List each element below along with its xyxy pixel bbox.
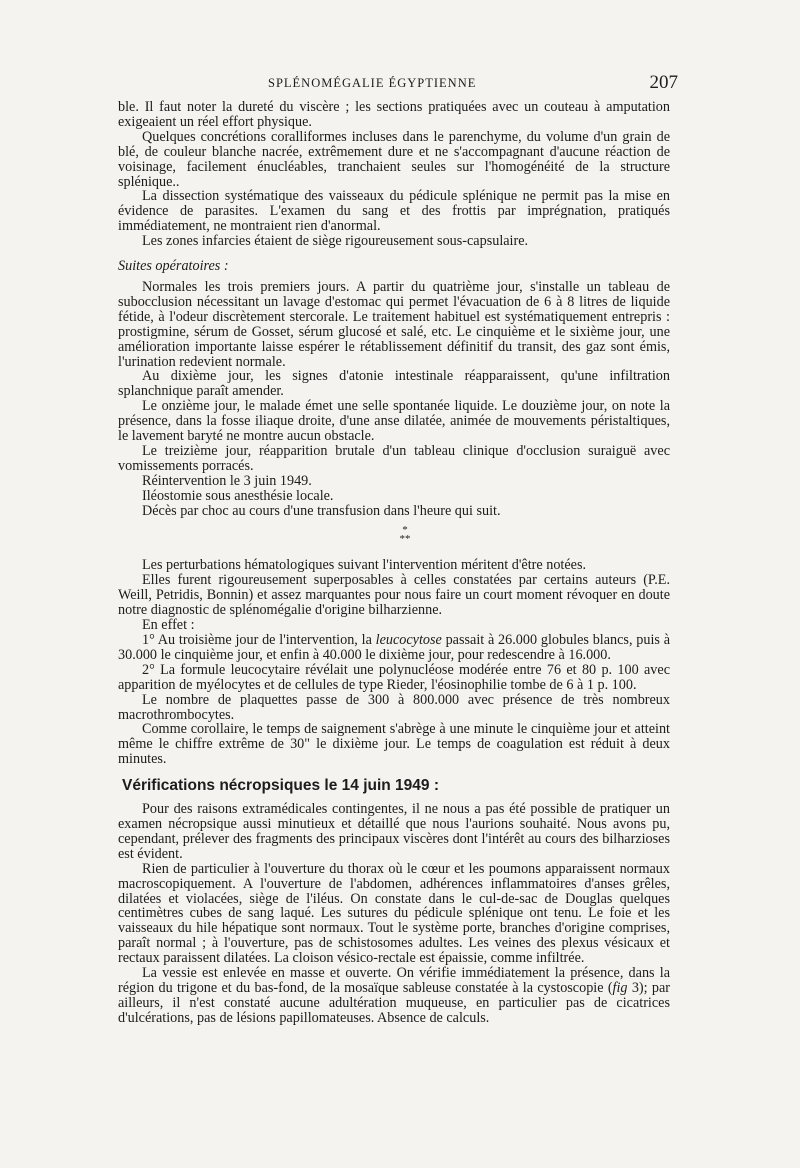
paragraph: Normales les trois premiers jours. A partir du quatrième jour, s'installe un tableau de subocclusion nécessitant un lavage d'estomac qui permet l'évacuation de 6 à 8 litres de liquide fétide, à l'odeur discrètement stercorale. Le traitement habituel est systématiquement entrepris : prostigmine, sérum de Gosset, sérum glucosé et salé, etc. Le cinquième et le sixième jour, une amélioration importante laisse espérer le rétablissement définitif du transit, des gaz sont émis, l'urination redevient normale.: [118, 278, 670, 370]
paragraph: Rien de particulier à l'ouverture du thorax où le cœur et les poumons apparaissent normaux macroscopiquement. A l'ouverture de l'abdomen, adhérences inflammatoires d'anses grêles, dilatées et violacées, siège de l'iléus. On constate dans le cul-de-sac de Douglas quelques centimètres cubes de sang laqué. Les sutures du pédicule splénique ont tenu. Le foie et les vaisseaux du hile hépatique sont normaux. Tout le système porte, branches d'origine comprises, paraît normal ; à l'ouverture, pas de schistosomes adultes. Les veines des plexus vésicaux et rectaux paraissent dilatées. La cloison vésico-rectale est épaissie, comme infiltrée.: [118, 860, 670, 967]
paragraph: En effet :: [142, 617, 195, 634]
asterism-bottom: **: [399, 533, 411, 546]
article-body: [118, 100, 670, 1026]
paragraph: Pour des raisons extramédicales contingentes, il ne nous a pas été possible de pratiquer un examen nécropsique aussi minutieux et détaillé que nous l'aurions souhaité. Nous avons pu, cependant, prélever des fragments des principaux viscères dont l'intérêt au cours des bilharzioses est évident.: [118, 801, 670, 862]
running-title: SPLÉNOMÉGALIE ÉGYPTIENNE: [268, 76, 477, 90]
paragraph: Le nombre de plaquettes passe de 300 à 800.000 avec présence de très nombreux macrothrombocytes.: [118, 691, 670, 723]
paragraph: Les zones infarcies étaient de siège rigoureusement sous-capsulaire.: [142, 233, 529, 250]
line: Décès par choc au cours d'une transfusion dans l'heure qui suit.: [142, 502, 501, 519]
subheading-suites: Suites opératoires :: [118, 258, 229, 275]
line: Iléostomie sous anesthésie locale.: [142, 487, 334, 504]
asterism: [118, 526, 670, 544]
term-leucocytose: leucocytose: [375, 632, 442, 648]
paragraph: Les perturbations hématologiques suivant l'intervention méritent d'être notées.: [142, 557, 587, 574]
paragraph: Quelques concrétions coralliformes incluses dans le parenchyme, du volume d'un grain de blé, de couleur blanche nacrée, extrêmement dure et ne s'accompagnant d'aucune réaction de voisinage, facilement énucléables, tranchaient seules sur l'homogénéité de la structure splénique..: [118, 128, 670, 190]
figure-reference: fig: [612, 979, 628, 996]
list-item-2: 2° La formule leucocytaire révélait une polynucléose modérée entre 76 et 80 p. 100 avec apparition de myélocytes et de cellules de type Rieder, l'éosinophilie tombe de 6 à 1 p. 100.: [118, 661, 670, 693]
paragraph: Au dixième jour, les signes d'atonie intestinale réapparaissent, qu'une infiltration splanchnique paraît amender.: [118, 368, 670, 400]
section-title: Vérifications nécropsiques le 14 juin 1949 :: [122, 777, 440, 795]
asterism-top: *: [402, 524, 408, 537]
line: Réintervention le 3 juin 1949.: [142, 472, 312, 489]
paragraph: ble. Il faut noter la dureté du viscère ; les sections pratiquées avec un couteau à amputation exigeaient un réel effort physique.: [118, 99, 670, 130]
paragraph: Elles furent rigoureusement superposables à celles constatées par certains auteurs (P.E. Weill, Petridis, Bonnin) et assez marquantes pour nous faire un court moment révoquer en doute notre diagnostic de splénomégalie d'origine bilharzienne.: [118, 572, 670, 619]
paragraph: Le treizième jour, réapparition brutale d'un tableau clinique d'occlusion suraiguë avec vomissements porracés.: [118, 442, 670, 474]
paragraph: La dissection systématique des vaisseaux du pédicule splénique ne permit pas la mise en évidence de parasites. L'examen du sang et des frottis par imprégnation, pratiqués immédiatement, ne montraient rien d'anormal.: [118, 188, 670, 235]
page-header: [118, 72, 678, 96]
page-number: 207: [649, 72, 678, 93]
paragraph: Le onzième jour, le malade émet une selle spontanée liquide. Le douzième jour, on note la présence, dans la fosse iliaque droite, d'une anse dilatée, animée de mouvements péristaltiques, le lavement baryté ne montre aucun obstacle.: [118, 398, 670, 445]
paragraph: La vessie est enlevée en masse et ouverte. On vérifie immédiatement la présence, dans la région du trigone et du bas-fond, de la mosaïque sableuse constatée à la cystoscopie (fig 3); par ailleurs, il n'est constaté aucune adultération muqueuse, en particulier pas de cicatrices d'ulcérations, pas de lésions papillomateuses. Absence de calculs.: [118, 965, 670, 1026]
list-item-1: 1° Au troisième jour de l'intervention, la leucocytose passait à 26.000 globules blancs, puis à 30.000 le cinquième jour, et enfin à 40.000 le dixième jour, pour redescendre à 16.000.: [118, 632, 670, 663]
paragraph: Comme corollaire, le temps de saignement s'abrège à une minute le cinquième jour et atteint même le chiffre extrême de 30" le dixième jour. Le temps de coagulation est réduit à deux minutes.: [118, 721, 670, 768]
